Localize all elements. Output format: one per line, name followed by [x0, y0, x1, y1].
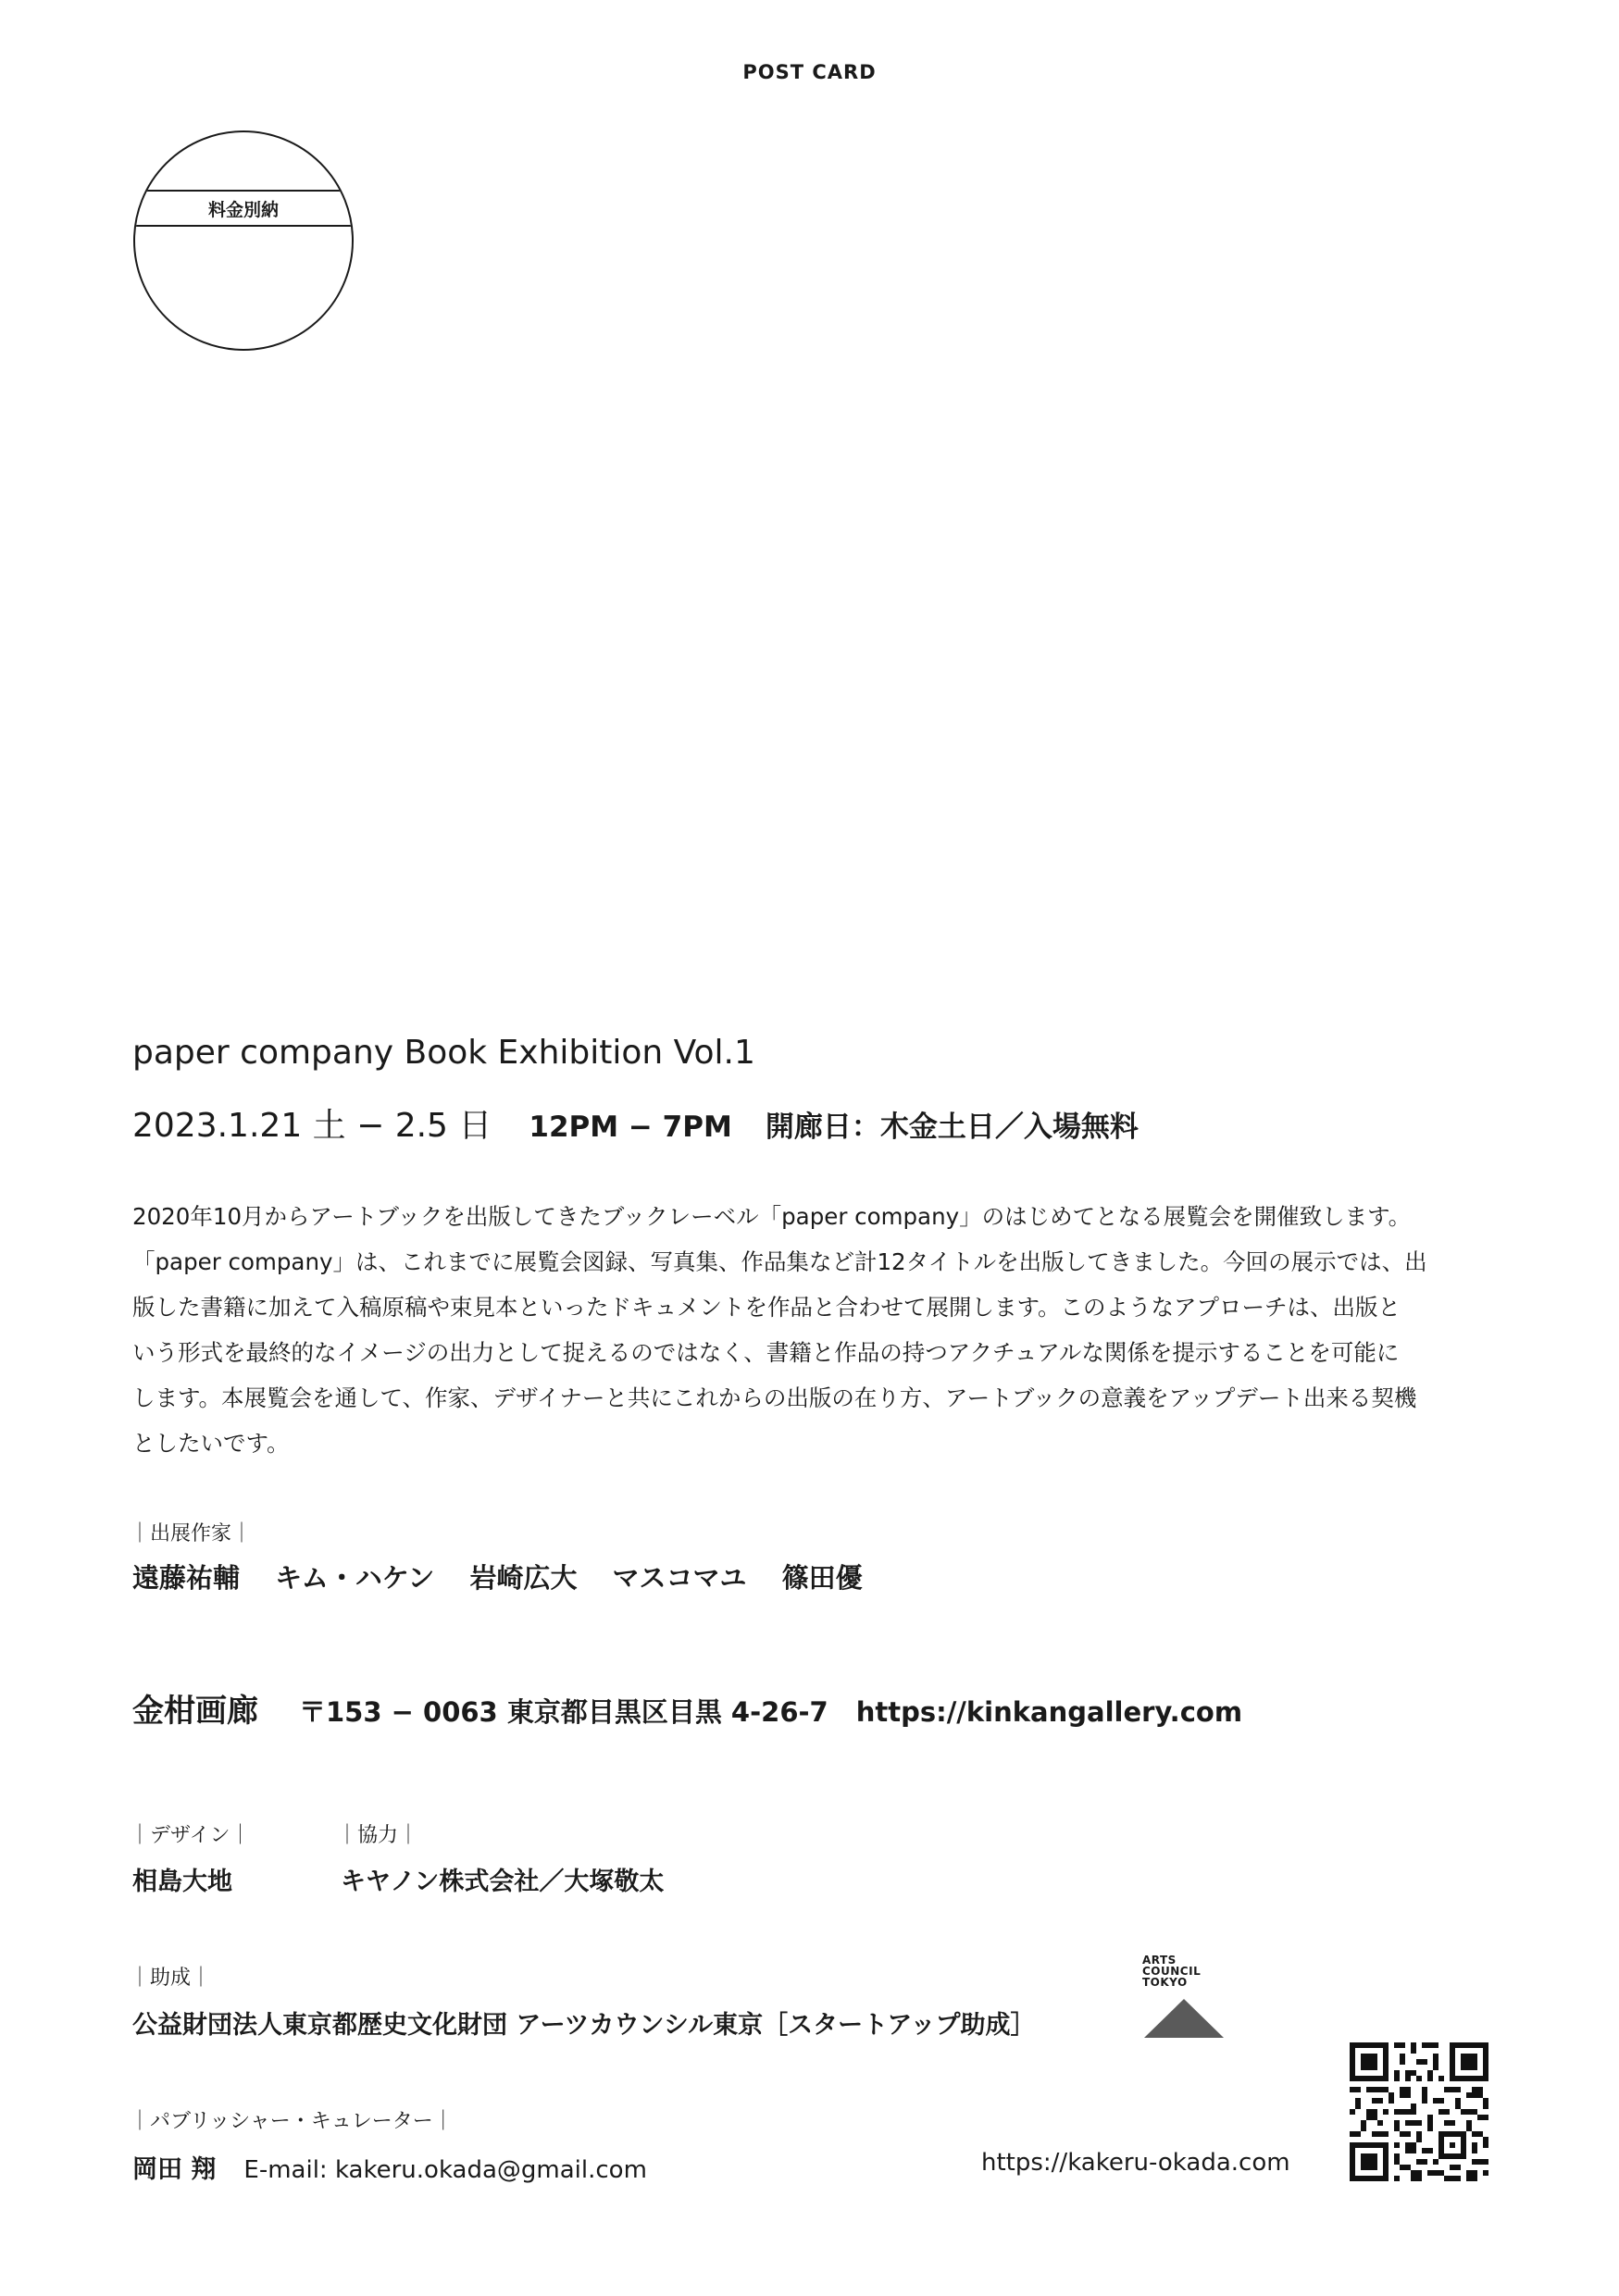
exhibition-open-days: 開廊日：木金土日／入場無料 [765, 1111, 1139, 1144]
description-line: いう形式を最終的なイメージの出力として捉えるのではなく、書籍と作品の持つアクチュアルな関係を提示することを可能に [132, 1339, 1400, 1366]
cooperation-value: キヤノン株式会社／大塚敬太 [341, 1868, 665, 1896]
gallery-info [132, 1685, 1242, 1731]
description-line: します。本展覧会を通して、作家、デザイナーと共にこれからの出版の在り方、アートブックの意義をアップデート出来る契機 [132, 1384, 1417, 1411]
logo-text-council: COUNCIL [1142, 1965, 1202, 1978]
artists-names: 遠藤祐輔 キム・ハケン 岩崎広大 マスコマユ 篠田優 [132, 1562, 863, 1594]
exhibition-description [132, 1194, 1502, 1466]
cooperation-label: ｜協力｜ [337, 1824, 419, 1847]
exhibition-dateline [132, 1099, 1139, 1147]
exhibition-hours: 12PM − 7PM [529, 1111, 732, 1144]
postage-paid-label: 料金別納 [135, 190, 352, 227]
publisher-email[interactable]: E-mail: kakeru.okada@gmail.com [243, 2156, 647, 2184]
publisher-label: ｜パブリッシャー・キュレーター｜ [130, 2110, 454, 2133]
description-line: 2020年10月からアートブックを出版してきたブックレーベル「paper company」のはじめてとなる展覧会を開催致します。 [132, 1203, 1412, 1230]
logo-text-tokyo: TOKYO [1142, 1976, 1188, 1989]
qr-code-icon [1350, 2042, 1488, 2181]
exhibition-title: paper company Book Exhibition Vol.1 [132, 1034, 755, 1072]
gallery-name: 金柑画廊 [132, 1693, 258, 1730]
design-value: 相島大地 [132, 1868, 232, 1896]
postcard-title: POST CARD [742, 61, 877, 83]
gallery-address: 〒153 − 0063 東京都目黒区目黒 4-26-7 [299, 1696, 828, 1728]
postage-stamp-circle [133, 130, 354, 351]
description-line: 版した書籍に加えて入稿原稿や束見本といったドキュメントを作品と合わせて展開します。このようなアプローチは、出版と [132, 1294, 1401, 1321]
exhibition-date: 2023.1.21 土 − 2.5 日 [132, 1107, 492, 1145]
design-label: ｜デザイン｜ [130, 1824, 251, 1847]
grant-value: 公益財団法人東京都歴史文化財団 アーツカウンシル東京［スタートアップ助成］ [132, 2011, 1036, 2040]
publisher-url[interactable]: https://kakeru-okada.com [981, 2149, 1290, 2177]
publisher-name: 岡田 翔 [132, 2155, 217, 2184]
grant-label: ｜助成｜ [130, 1967, 212, 1990]
gallery-url[interactable]: https://kinkangallery.com [855, 1696, 1243, 1728]
artists-label: ｜出展作家｜ [130, 1522, 253, 1545]
arts-council-tokyo-logo [1142, 1955, 1226, 2040]
publisher-contact [132, 2149, 647, 2185]
logo-text-arts: ARTS [1142, 1954, 1177, 1967]
logo-triangle-icon [1142, 1997, 1226, 2040]
description-line: 「paper company」は、これまでに展覧会図録、写真集、作品集など計12タイトルを出版してきました。今回の展示では、出 [132, 1248, 1427, 1275]
description-line: としたいです。 [132, 1430, 290, 1457]
